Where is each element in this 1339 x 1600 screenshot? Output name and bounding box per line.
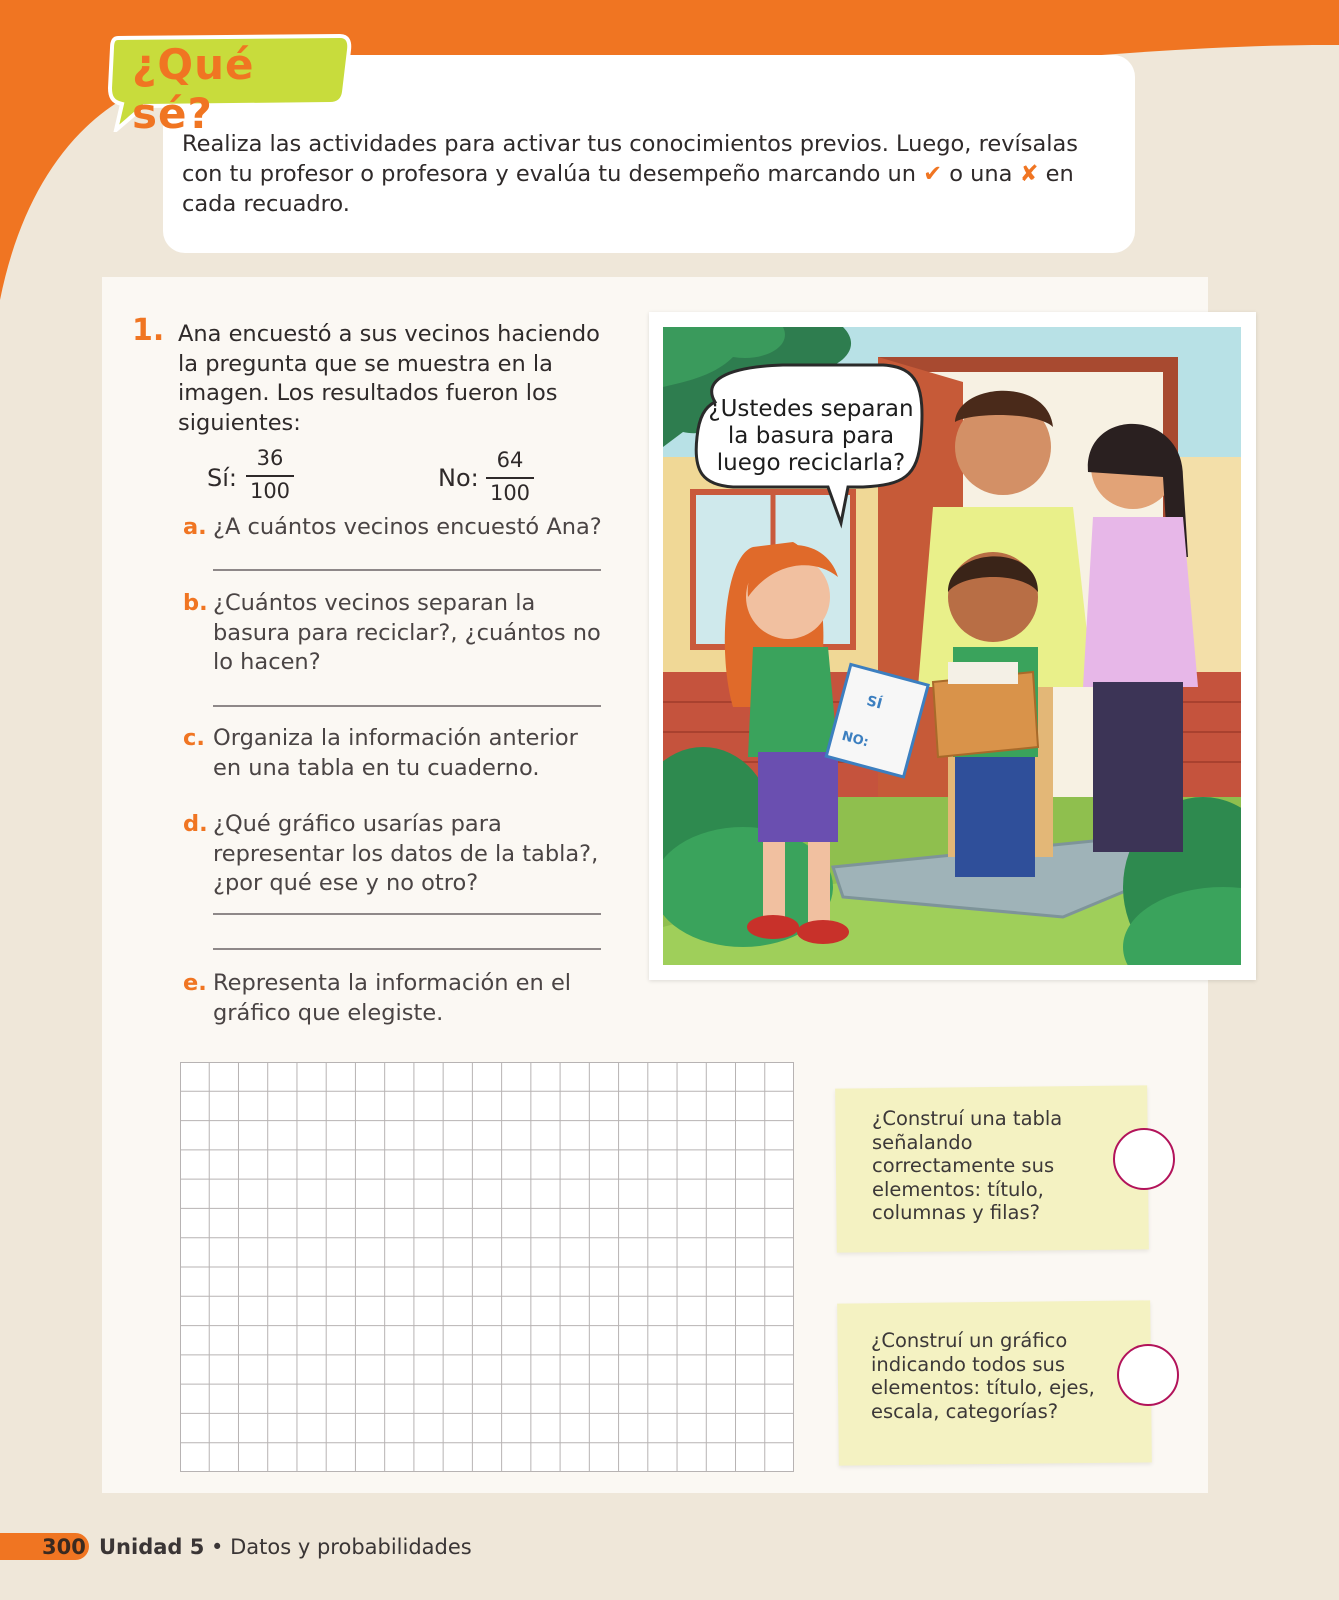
intro-text-part1: Realiza las actividades para activar tus conocimientos previos. Luego, revísalas con tu profesor o profesora y evalúa tu desempeño marcando un <box>182 131 1079 187</box>
clipboard-yes: SÍ <box>864 693 884 713</box>
yes-numerator: 36 <box>256 446 284 470</box>
answer-line-a[interactable] <box>213 569 601 571</box>
graph-paper-grid[interactable] <box>180 1062 794 1472</box>
section-title: ¿Qué sé? <box>132 40 255 138</box>
no-numerator: 64 <box>496 448 524 472</box>
footer-unit: Unidad 5 <box>99 1535 205 1559</box>
intro-text-part2: en cada recuadro. <box>182 161 1074 217</box>
question-text: Ana encuestó a sus vecinos haciendo la pregunta que se muestra en la imagen. Los resultados fueron los siguientes: <box>178 321 600 436</box>
item-text: ¿A cuántos vecinos encuestó Ana? <box>213 514 602 540</box>
speech-bubble-text: ¿Ustedes separan la basura para luego reciclarla? <box>708 396 914 476</box>
footer-unit-label <box>99 1535 472 1559</box>
intro-instructions <box>182 129 1102 219</box>
yes-label: Sí: <box>207 464 237 492</box>
yes-fraction <box>246 446 294 503</box>
answer-line-b[interactable] <box>213 705 601 707</box>
item-e <box>183 969 613 1028</box>
footer-topic: Datos y probabilidades <box>230 1535 472 1559</box>
self-check-text-graph: ¿Construí un gráfico indicando todos sus elementos: título, ejes, escala, categorías? <box>871 1329 1095 1423</box>
item-text: Organiza la información anterior en una tabla en tu cuaderno. <box>213 725 578 781</box>
fraction-bar <box>486 477 534 479</box>
no-label: No: <box>438 464 479 492</box>
check-mark-icon: ✔ <box>923 161 943 187</box>
no-denominator: 100 <box>489 480 531 505</box>
x-mark-icon: ✘ <box>1019 161 1039 187</box>
item-a <box>183 513 613 543</box>
item-b <box>183 589 613 678</box>
answer-line-d2[interactable] <box>213 948 601 950</box>
self-check-circle-graph[interactable] <box>1117 1344 1179 1406</box>
item-d <box>183 810 613 899</box>
answer-line-d1[interactable] <box>213 913 601 915</box>
footer-separator: • <box>211 1535 224 1559</box>
item-c <box>183 724 613 783</box>
item-letter: a. <box>183 514 207 540</box>
item-text: ¿Cuántos vecinos separan la basura para reciclar?, ¿cuántos no lo hacen? <box>213 590 601 675</box>
item-text: ¿Qué gráfico usarías para representar los datos de la tabla?, ¿por qué ese y no otro? <box>213 811 599 896</box>
item-letter: c. <box>183 725 205 751</box>
question-number: 1. <box>132 313 165 348</box>
intro-or: o una <box>949 161 1013 187</box>
item-text: Representa la información en el gráfico que elegiste. <box>213 970 572 1026</box>
fraction-bar <box>246 475 294 477</box>
self-check-text-table: ¿Construí una tabla señalando correctamente sus elementos: título, columnas y filas? <box>872 1107 1063 1224</box>
clipboard-no: NO: <box>840 728 871 751</box>
section-subtitle: Evaluación inicial <box>364 60 538 84</box>
item-letter: b. <box>183 590 208 616</box>
yes-denominator: 100 <box>249 478 291 503</box>
self-check-circle-table[interactable] <box>1113 1128 1175 1190</box>
page-number: 300 <box>42 1535 86 1559</box>
item-letter: d. <box>183 811 208 837</box>
item-letter: e. <box>183 970 207 996</box>
no-fraction <box>486 448 534 505</box>
